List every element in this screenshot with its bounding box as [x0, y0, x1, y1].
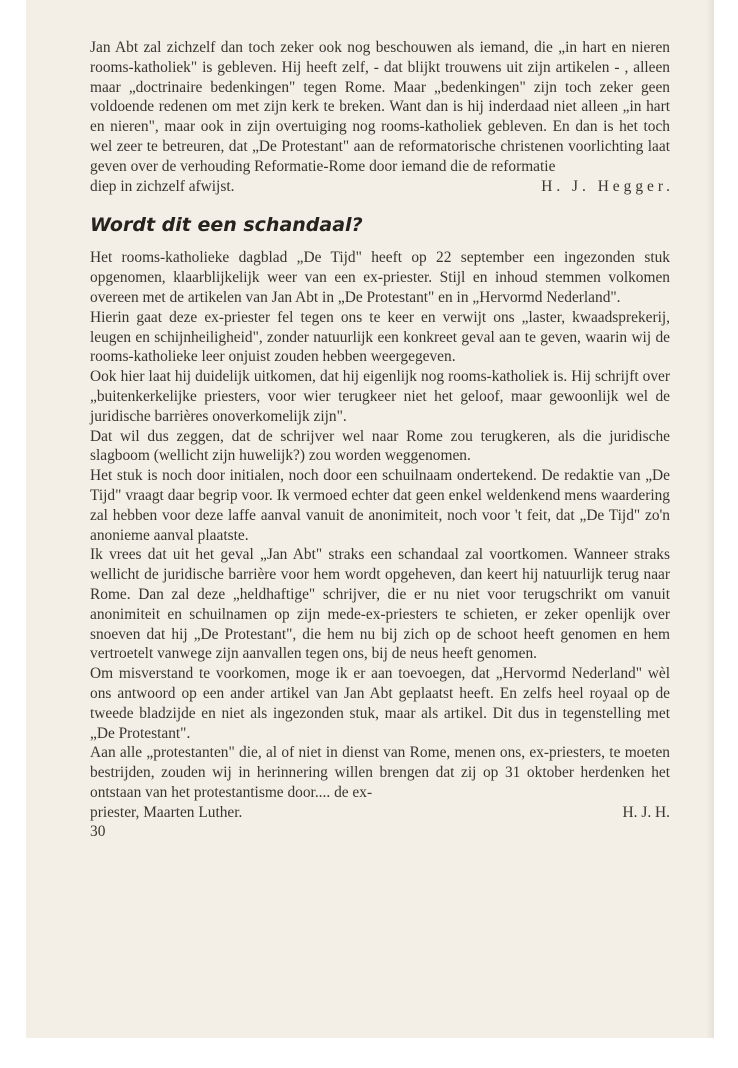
article-paragraph-2: Hierin gaat deze ex-priester fel tegen ons te keer en verwijt ons „laster, kwaadsprekerij, leugen en schijnheiligheid", zonder natuurlijk een konkreet geval aan te geven, waarin wij de rooms-katholieke leer onjuist zouden hebben weergegeven.	[90, 308, 670, 366]
closing-last-line: priester, Maarten Luther.	[90, 803, 243, 821]
page-number: 30	[90, 823, 106, 841]
intro-signature: H. J. Hegger.	[541, 177, 674, 195]
article-paragraph-6: Ik vrees dat uit het geval „Jan Abt" straks een schandaal zal voortkomen. Wanneer straks wellicht de juridische barrière voor hem wordt opgeheven, dan keert hij natuurlijk terug naar Rome. Dan zal deze „heldhaftige" schrijver, die er nu niet voor terugschrikt om vanuit anonimiteit en schuilnamen op zijn mede-ex-priesters te schieten, er zeker openlijk over snoeven dat hij „De Protestant", die hem nu bij zich op de schoot heeft genomen en hem vertroetelt vanwege zijn aanvallen tegen ons, bij de neus heeft genomen.	[90, 546, 670, 663]
article-paragraph-3: Ook hier laat hij duidelijk uitkomen, dat hij eigenlijk nog rooms-katholiek is. Hij schrijft over „buitenkerkelijke priesters, voor wier terugkeer niet het geloof, maar gewoonlijk wel de juridische barrières onoverkomelijk zijn".	[90, 368, 670, 425]
page-scan	[26, 0, 714, 1038]
article-paragraph-7: Om misverstand te voorkomen, moge ik er aan toevoegen, dat „Hervormd Nederland" wèl ons antwoord op een ander artikel van Jan Abt geplaatst heeft. En zelfs heel royaal op de tweede bladzijde en niet als ingezonden stuk, maar als artikel. Dit dus in tegenstelling met „De Protestant".	[90, 665, 670, 742]
closing-signature: H. J. H.	[622, 803, 670, 821]
article-paragraph-1: Het rooms-katholieke dagblad „De Tijd" heeft op 22 september een ingezonden stuk opgenomen, klaarblijkelijk weer van een ex-priester. Stijl en inhoud stemmen volkomen overeen met de artikelen van Jan Abt in „De Protestant" en in „Hervormd Nederland".	[90, 249, 670, 306]
article-paragraph-4: Dat wil dus zeggen, dat de schrijver wel naar Rome zou terugkeren, als die juridische slagboom (wellicht zijn huwelijk?) zou worden weggenomen.	[90, 427, 670, 465]
page-content	[90, 38, 674, 842]
closing-signature-line	[90, 803, 670, 823]
intro-signature-line	[90, 177, 674, 197]
intro-last-line: diep in zichzelf afwijst.	[90, 177, 235, 195]
article-paragraph-5: Het stuk is noch door initialen, noch door een schuilnaam ondertekend. De redaktie van „De Tijd" vraagt daar begrip voor. Ik vermoed echter dat geen enkel weldenkend mens waardering zal hebben voor deze laffe aanval vanuit de anonimiteit, noch voor 't feit, dat „De Tijd" zo'n anonieme aanval plaatste.	[90, 467, 670, 544]
closing-paragraph: Aan alle „protestanten" die, al of niet in dienst van Rome, menen ons, ex-priesters, te moeten bestrijden, zouden wij in herinnering willen brengen dat zij op 31 oktober herdenken het ontstaan van het protestantisme door.... de ex-	[90, 744, 670, 801]
article-heading: Wordt dit een schandaal?	[90, 214, 363, 237]
intro-paragraph: Jan Abt zal zichzelf dan toch zeker ook nog beschouwen als iemand, die „in hart en nieren rooms-katholiek" is gebleven. Hij heeft zelf, - dat blijkt trouwens uit zijn artikelen - , alleen maar „doctrinaire bedenkingen" tegen Rome. Maar „bedenkingen" zijn toch zeker geen voldoende redenen om met zijn kerk te breken. Want dan is hij inderdaad niet alleen „in hart en nieren", maar ook in zijn overtuiging nog rooms-katholiek gebleven. En dan is het toch wel zeer te betreuren, dat „De Protestant" aan de reformatorische christenen voorlichting laat geven over de verhouding Reformatie-Rome door iemand die de reformatie	[90, 39, 670, 175]
